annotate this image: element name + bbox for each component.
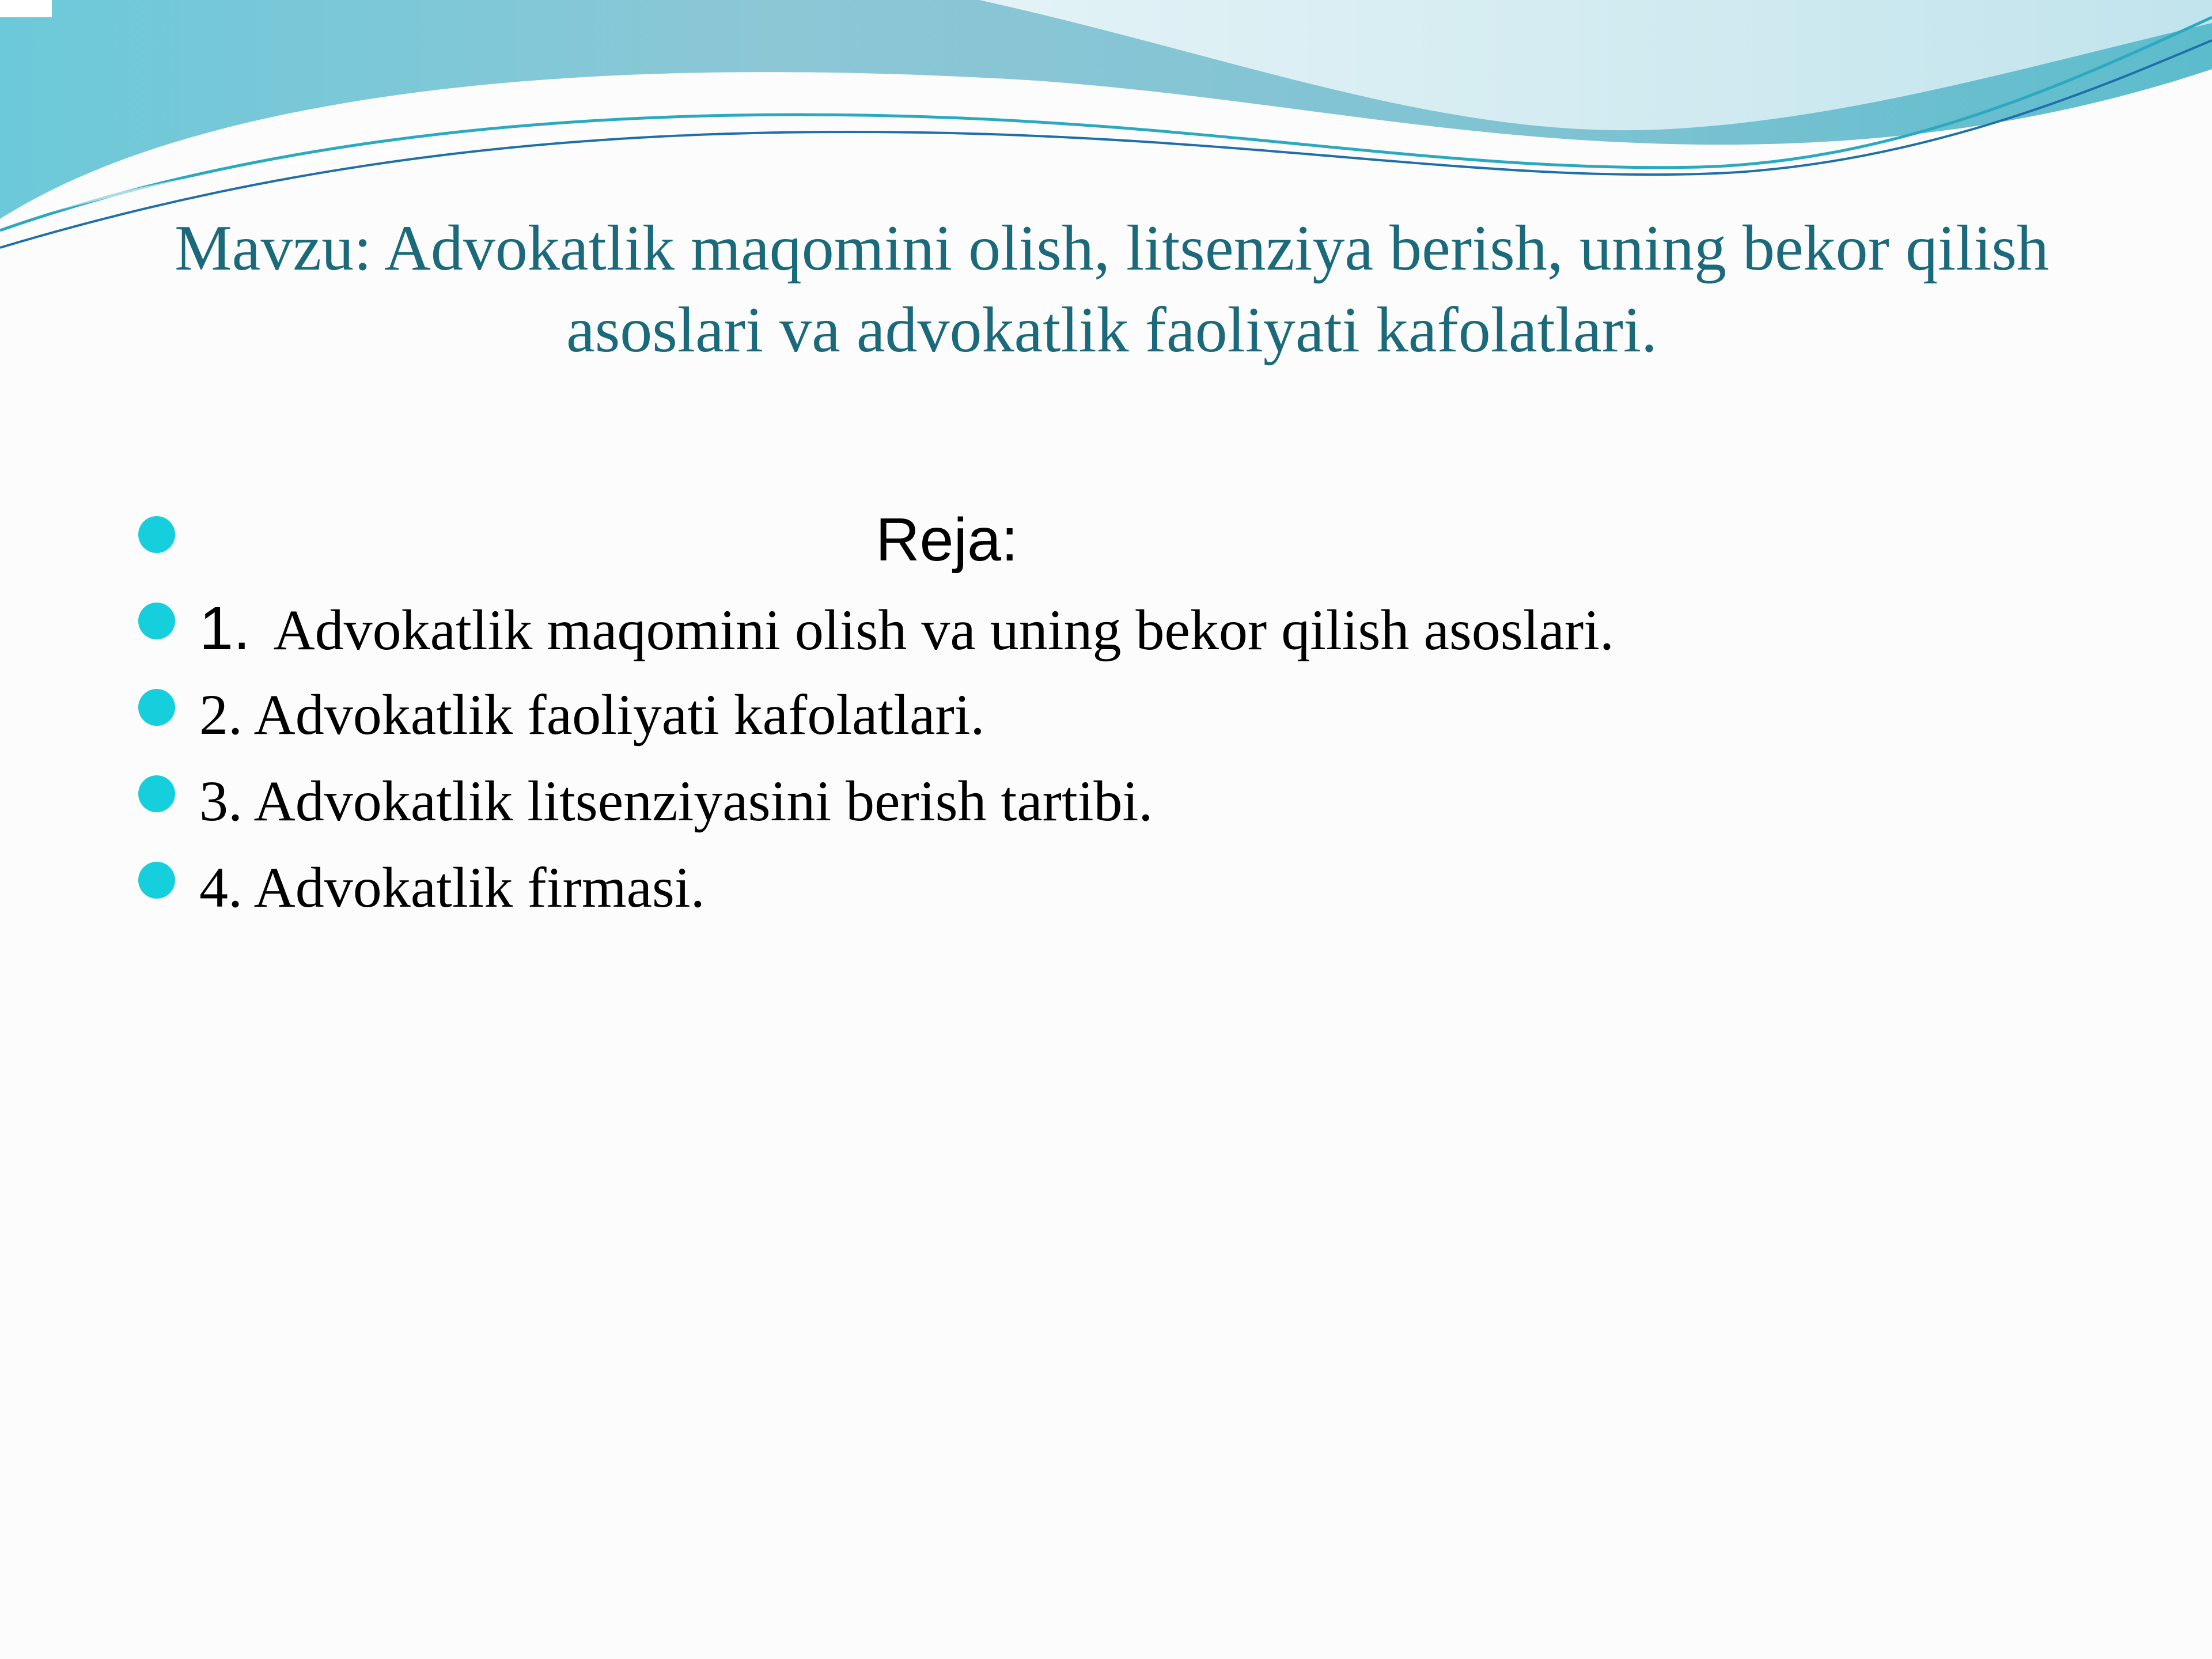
list-item-number: 3.: [199, 769, 243, 833]
list-item-content: [199, 591, 1614, 668]
list-item-content: [199, 677, 985, 752]
bullet-icon: [138, 862, 175, 899]
list-item-content: [199, 764, 1153, 839]
list-item-number: 1.: [199, 594, 251, 662]
list-item: [0, 591, 2131, 666]
list-item-number: 2.: [199, 683, 243, 747]
list-item-number: 4.: [199, 855, 243, 919]
list-item: [0, 764, 2131, 839]
bullet-icon: [138, 689, 175, 726]
list-item-content: [199, 850, 705, 925]
bullet-icon: [138, 603, 175, 639]
list-item-text: Advokatlik firmasi.: [253, 855, 705, 919]
list-item: [0, 677, 2131, 752]
plan-heading: Reja:: [876, 506, 1018, 574]
list-item-text: Advokatlik faoliyati kafolatlari.: [253, 683, 985, 747]
slide-title: Mavzu: Advokatlik maqomini olish, litsenziya berish, uning bekor qilish asoslari va advokatlik faoliyati kafolatlari.: [175, 213, 2049, 366]
list-item-plan-heading: [0, 494, 2131, 574]
bullet-icon: [138, 516, 175, 553]
list-item-text: Advokatlik litsenziyasini berish tartibi.: [253, 769, 1153, 833]
list-item-text: Advokatlik maqomini olish va uning bekor qilish asoslari.: [273, 598, 1614, 662]
bullet-icon: [138, 775, 175, 812]
list-item: [0, 850, 2131, 925]
